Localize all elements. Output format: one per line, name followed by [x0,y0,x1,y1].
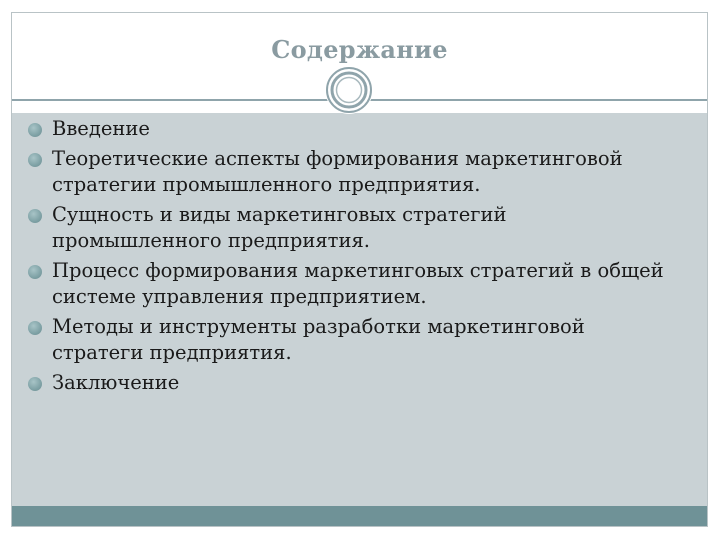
list-item [28,202,678,254]
list-item [28,258,678,310]
list-item-text: Процесс формирования маркетинговых стратегий в общей системе управления предприятием. [52,259,664,308]
circle-bullet-icon [28,265,42,279]
list-item-text: Сущность и виды маркетинговых стратегий промышленного предприятия. [52,203,507,252]
list-item [28,116,678,142]
list-item [28,146,678,198]
list-item [28,370,678,396]
list-item-text: Методы и инструменты разработки маркетинговой стратеги предприятия. [52,315,585,364]
slide-title: Содержание [271,35,448,64]
ring-emblem-icon [325,66,373,114]
circle-bullet-icon [28,209,42,223]
contents-list [28,116,678,400]
circle-bullet-icon [28,123,42,137]
list-item-text: Теоретические аспекты формирования маркетинговой стратегии промышленного предприятия. [52,147,623,196]
circle-bullet-icon [28,153,42,167]
list-item [28,314,678,366]
circle-bullet-icon [28,377,42,391]
list-item-text: Введение [52,117,150,140]
list-item-text: Заключение [52,371,180,394]
circle-bullet-icon [28,321,42,335]
footer-bar [12,506,707,526]
